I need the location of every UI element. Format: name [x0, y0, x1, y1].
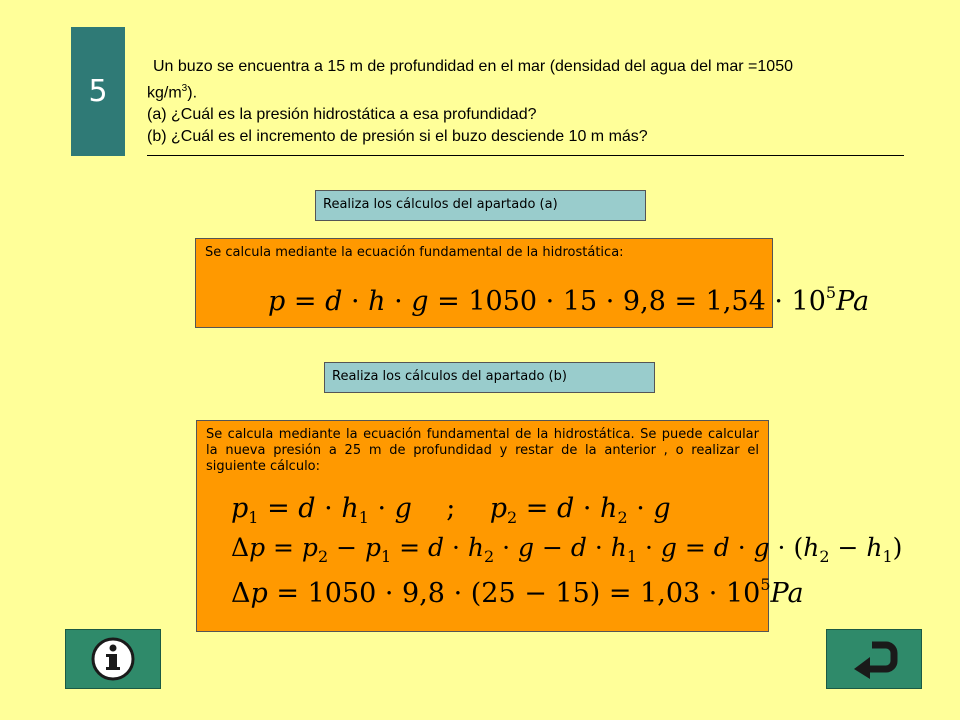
info-icon — [90, 636, 136, 682]
equation-b-2: $\Delta p = p_2 - p_1 = d \cdot h_2 \cdot g - d \cdot h_1 \cdot g = d \cdot g \cdot (h_2 - h_1)$ — [231, 533, 903, 566]
return-arrow-icon — [850, 639, 898, 679]
problem-statement — [147, 56, 907, 148]
calc-a-button[interactable]: Realiza los cálculos del apartado (a) — [315, 190, 646, 221]
equation-b-1: $p_1 = d \cdot h_1 \cdot g$ ; $p_2 = d \cdot h_2 \cdot g$ — [231, 493, 671, 527]
equation-a: $p = d \cdot h \cdot g = 1050 \cdot 15 \cdot 9,8 = 1,54 \cdot 10^5Pa$ — [268, 283, 870, 317]
answer-a-box — [195, 238, 870, 328]
equation-b-3: $\Delta p = 1050 \cdot 9,8 \cdot (25 - 15) = 1,03 \cdot 10^5Pa$ — [231, 575, 804, 609]
answer-a-text: Se calcula mediante la ecuación fundamental de la hidrostática: — [205, 245, 624, 260]
answer-b-text: Se calcula mediante la ecuación fundamental de la hidrostática. Se puede calcular la nueva presión a 25 m de profundidad y restar de la anterior , o realizar el siguiente cálculo: — [206, 427, 759, 474]
back-button[interactable] — [826, 629, 922, 689]
problem-line-1: Un buzo se encuentra a 15 m de profundidad en el mar (densidad del agua del mar =1050 — [153, 58, 793, 75]
calc-b-button[interactable]: Realiza los cálculos del apartado (b) — [324, 362, 655, 393]
info-button[interactable] — [65, 629, 161, 689]
answer-b-box — [196, 420, 903, 632]
problem-number: 5 — [71, 27, 125, 156]
problem-line-2: $kg/m^3$). — [147, 83, 198, 102]
problem-part-a: (a) ¿Cuál es la presión hidrostática a esa profundidad? — [147, 106, 537, 124]
problem-part-b: (b) ¿Cuál es el incremento de presión si el buzo desciende 10 m más? — [147, 128, 648, 146]
divider-line — [147, 155, 904, 156]
